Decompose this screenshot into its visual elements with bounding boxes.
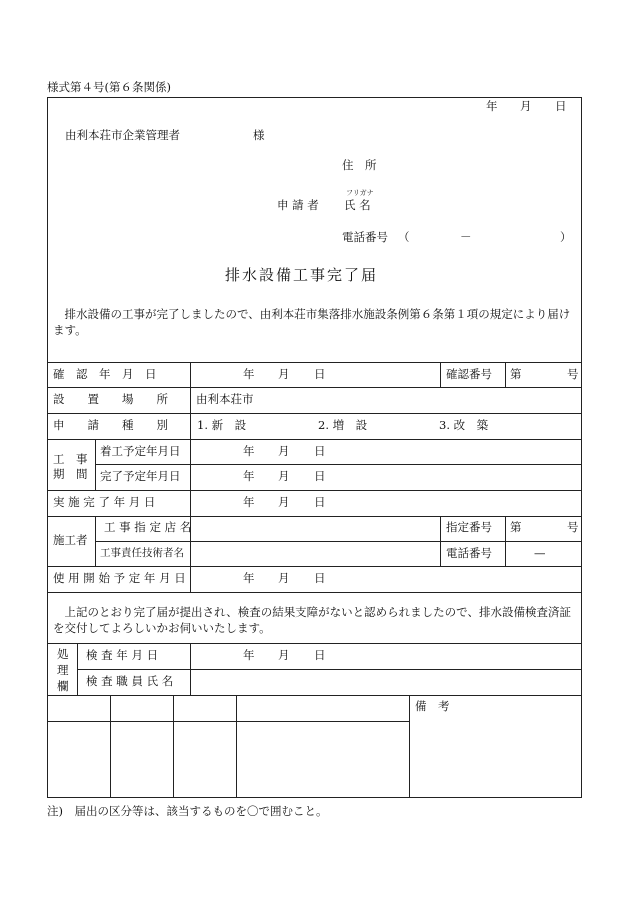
- confirm-no-label: 確認番号: [446, 367, 492, 381]
- col-line: [409, 695, 410, 798]
- ymd-month: 月: [278, 495, 290, 509]
- intro-text: 排水設備の工事が完了しましたので、由利本荘市集落排水施設条例第６条第１項の規定により届けます。: [53, 307, 571, 337]
- ymd-year: 年: [243, 571, 255, 585]
- phone-dash: －: [460, 230, 472, 244]
- processing-label-1: 処: [57, 647, 69, 661]
- completion-date-label: 実 施 完 了 年 月 日: [53, 495, 156, 509]
- ymd-year: 年: [243, 367, 255, 381]
- row-line: [47, 721, 409, 722]
- col-line: [95, 439, 96, 490]
- date-day: 日: [555, 99, 567, 113]
- col-line: [440, 516, 441, 566]
- inspection-date-label: 検 査 年 月 日: [86, 648, 159, 662]
- phone-close-paren: ）: [560, 230, 572, 244]
- col-line: [77, 643, 78, 695]
- col-line: [236, 695, 237, 798]
- use-start-label: 使 用 開 始 予 定 年 月 日: [53, 571, 186, 585]
- location-label: 設 置 場 所: [53, 392, 168, 406]
- row-line: [95, 464, 582, 465]
- engineer-label: 工事責任技術者名: [100, 547, 184, 559]
- ymd-month: 月: [278, 648, 290, 662]
- type-option-rebuild: 3. 改 築: [439, 418, 489, 432]
- date-year: 年: [486, 99, 498, 113]
- ymd-day: 日: [314, 495, 326, 509]
- contractor-phone-label: 電話番号: [446, 546, 492, 560]
- form-id: 様式第４号(第６条関係): [47, 80, 171, 94]
- ymd-year: 年: [243, 469, 255, 483]
- ymd-day: 日: [314, 469, 326, 483]
- furigana-label: フリガナ: [346, 189, 374, 197]
- designation-no-label: 指定番号: [446, 520, 492, 534]
- col-line: [190, 362, 191, 592]
- addressee-name: 由利本荘市企業管理者: [65, 128, 180, 142]
- applicant-role-label: 申 請 者: [277, 198, 319, 212]
- col-line: [440, 362, 441, 387]
- address-label: 住 所: [342, 158, 377, 172]
- processing-label-3: 欄: [57, 679, 69, 693]
- phone-open-paren: （: [398, 230, 410, 244]
- ymd-year: 年: [243, 648, 255, 662]
- designation-no-suffix: 号: [567, 520, 579, 534]
- col-line: [110, 695, 111, 798]
- col-line: [505, 516, 506, 566]
- row-line: [47, 387, 582, 388]
- date-month: 月: [520, 99, 532, 113]
- contractor-label: 施工者: [53, 533, 88, 547]
- confirm-no-prefix: 第: [510, 367, 522, 381]
- type-option-new: 1. 新 設: [197, 418, 247, 432]
- start-date-label: 着工予定年月日: [100, 444, 181, 458]
- footnote: 注) 届出の区分等は、該当するものを〇で囲むこと。: [47, 804, 328, 818]
- name-label: 氏 名: [344, 198, 371, 212]
- period-label: 工 事 期 間: [53, 452, 88, 481]
- row-line: [47, 490, 582, 491]
- type-option-add: 2. 増 設: [318, 418, 368, 432]
- ymd-month: 月: [278, 571, 290, 585]
- ymd-month: 月: [278, 469, 290, 483]
- ymd-day: 日: [314, 648, 326, 662]
- ymd-month: 月: [278, 367, 290, 381]
- store-name-label: 工 事 指 定 店 名: [104, 520, 192, 534]
- remarks-label: 備 考: [415, 699, 450, 713]
- location-value: 由利本荘市: [196, 392, 254, 406]
- row-line: [47, 566, 582, 567]
- col-line: [505, 362, 506, 387]
- col-line: [190, 643, 191, 695]
- ymd-day: 日: [314, 367, 326, 381]
- row-line: [47, 516, 582, 517]
- row-line: [47, 413, 582, 414]
- addressee-honorific: 様: [253, 128, 265, 142]
- document-title: 排水設備工事完了届: [225, 266, 379, 284]
- row-line: [47, 643, 582, 644]
- ymd-year: 年: [243, 444, 255, 458]
- row-line: [47, 592, 582, 593]
- inspector-name-label: 検 査 職 員 氏 名: [86, 674, 174, 688]
- row-line: [47, 695, 582, 696]
- ymd-day: 日: [314, 571, 326, 585]
- row-line: [47, 439, 582, 440]
- approval-text: 上記のとおり完了届が提出され、検査の結果支障がないと認められましたので、排水設備検査済証を交付してよろしいかお伺いいたします。: [53, 605, 571, 635]
- processing-label-2: 理: [57, 663, 69, 677]
- end-date-label: 完了予定年月日: [100, 469, 181, 483]
- col-line: [173, 695, 174, 798]
- contractor-phone-dash: —: [534, 546, 546, 560]
- app-type-label: 申 請 種 別: [53, 418, 168, 432]
- col-line: [95, 516, 96, 566]
- row-line: [47, 362, 582, 363]
- ymd-year: 年: [243, 495, 255, 509]
- ymd-month: 月: [278, 444, 290, 458]
- row-line: [95, 541, 582, 542]
- phone-label: 電話番号: [342, 230, 388, 244]
- confirm-no-suffix: 号: [567, 367, 579, 381]
- row-line: [77, 669, 582, 670]
- ymd-day: 日: [314, 444, 326, 458]
- confirm-date-label: 確 認 年 月 日: [53, 367, 157, 381]
- designation-no-prefix: 第: [510, 520, 522, 534]
